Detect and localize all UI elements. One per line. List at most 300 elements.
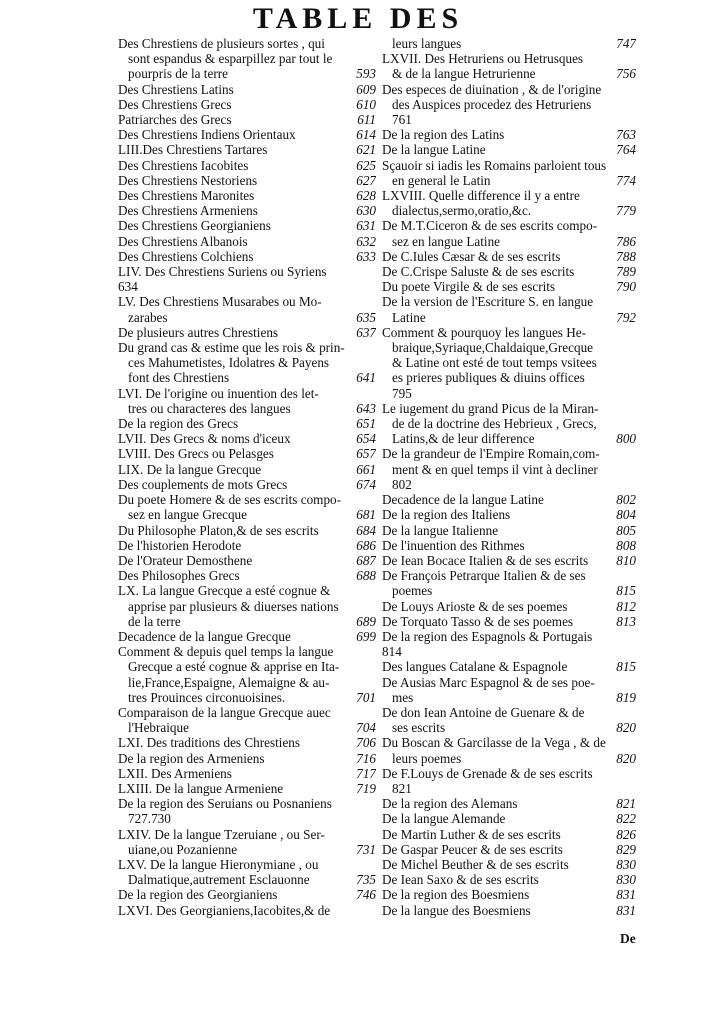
index-line [382, 416, 636, 431]
index-line [118, 462, 376, 477]
page-number: 674 [356, 476, 376, 492]
entry-text: De la langue Alemande [382, 811, 506, 827]
index-line [382, 340, 636, 355]
index-line [118, 416, 376, 431]
index-column-right [382, 36, 636, 918]
index-line [118, 872, 376, 887]
index-entry [382, 675, 636, 705]
index-entry [382, 796, 636, 811]
entry-text: LV. Des Chrestiens Musarabes ou Mo- [118, 294, 322, 310]
entry-text: des Auspices procedez des Hetruriens [392, 96, 592, 112]
entry-text: Des Chrestiens Grecs [118, 96, 232, 112]
index-entry [118, 538, 376, 553]
index-entry [118, 386, 376, 416]
page-number: 831 [616, 887, 636, 903]
page-number: 625 [356, 157, 376, 173]
entry-text: mes [392, 689, 414, 705]
index-entry [118, 325, 376, 340]
page-number: 810 [616, 552, 636, 568]
entry-text: Des Chrestiens Latins [118, 81, 234, 97]
index-entry [118, 857, 376, 887]
index-entry [382, 568, 636, 598]
index-entry [382, 264, 636, 279]
entry-text: de de la doctrine des Hebrieux , Grecs, [392, 416, 597, 432]
page-number: 756 [616, 66, 636, 82]
entry-text: lie,France,Espaigne, Alemaigne & au- [128, 674, 330, 690]
index-line [382, 720, 636, 735]
index-entry [118, 36, 376, 82]
index-line [118, 523, 376, 538]
index-line [382, 827, 636, 842]
index-entry [382, 811, 636, 826]
page-number: 681 [356, 507, 376, 523]
index-line [382, 173, 636, 188]
entry-text: LXVIII. Quelle difference il y a entre [382, 188, 580, 204]
entry-text: De l'Orateur Demosthene [118, 552, 253, 568]
page-number: 792 [616, 309, 636, 325]
entry-text: LIV. Des Chrestiens Suriens ou Syriens [118, 264, 327, 280]
page-number: 802 [616, 492, 636, 508]
index-entry [118, 781, 376, 796]
index-line [382, 553, 636, 568]
index-entry [382, 614, 636, 629]
index-line [382, 659, 636, 674]
index-line [118, 279, 376, 294]
entry-text: Du grand cas & estime que les rois & prin- [118, 340, 345, 356]
entry-text: Des langues Catalane & Espagnole [382, 659, 568, 675]
index-line [118, 203, 376, 218]
index-entry [382, 82, 636, 128]
page-number: 764 [616, 142, 636, 158]
entry-text: LIII.Des Chrestiens Tartares [118, 142, 268, 158]
index-entry [118, 705, 376, 735]
index-line [118, 158, 376, 173]
index-line [118, 264, 376, 279]
index-line [382, 538, 636, 553]
index-line [382, 781, 636, 796]
page-number: 641 [356, 370, 376, 386]
entry-text: & Latine ont esté de tout temps vsitees [392, 355, 597, 371]
index-entry [118, 629, 376, 644]
page-number: 651 [356, 416, 376, 432]
entry-text: De Michel Beuther & de ses escrits [382, 856, 569, 872]
index-entry [118, 127, 376, 142]
index-entry [118, 887, 376, 902]
entry-text: De F.Louys de Grenade & de ses escrits [382, 765, 593, 781]
index-entry [118, 158, 376, 173]
index-entry [118, 97, 376, 112]
entry-text: Des Philosophes Grecs [118, 568, 240, 584]
index-line [118, 644, 376, 659]
index-line [382, 294, 636, 309]
index-entry [118, 462, 376, 477]
index-line [118, 82, 376, 97]
entry-text: Du poete Homere & de ses escrits compo- [118, 492, 342, 508]
entry-text: ces Mahumetistes, Idolatres & Payens [128, 355, 330, 371]
page-number: 826 [616, 826, 636, 842]
page-number: 701 [356, 689, 376, 705]
index-entry [382, 887, 636, 902]
entry-text: LX. La langue Grecque a esté cognue & [118, 583, 331, 599]
page-number: 788 [616, 248, 636, 264]
entry-text: Sçauoir si iadis les Romains parloient tous [382, 157, 607, 173]
page-number: 621 [356, 142, 376, 158]
index-line [382, 690, 636, 705]
entry-text: ment & en quel temps il vint à decliner [392, 461, 598, 477]
page-number: 822 [616, 811, 636, 827]
index-line [382, 903, 636, 918]
index-entry [118, 477, 376, 492]
index-line [382, 218, 636, 233]
page-number: 661 [356, 461, 376, 477]
entry-text: De la region des Espagnols & Portugais [382, 628, 593, 644]
entry-text: & de la langue Hetrurienne [392, 66, 536, 82]
page-number: 631 [356, 218, 376, 234]
index-line [118, 51, 376, 66]
index-entry [382, 325, 636, 401]
index-line [118, 173, 376, 188]
index-line [118, 796, 376, 811]
page-number: 689 [356, 613, 376, 629]
entry-text: De la region des Georgianiens [118, 887, 278, 903]
index-entry [382, 249, 636, 264]
entry-text: De la langue des Boesmiens [382, 902, 531, 918]
index-line [118, 127, 376, 142]
index-line [382, 264, 636, 279]
index-line [382, 492, 636, 507]
entry-text: LVII. Des Grecs & noms d'iceux [118, 431, 291, 447]
entry-text: 634 [118, 279, 138, 295]
index-line [382, 188, 636, 203]
index-line [382, 462, 636, 477]
index-line [382, 629, 636, 644]
page-number: 820 [616, 720, 636, 736]
index-entry [382, 766, 636, 796]
entry-text: De Louys Arioste & de ses poemes [382, 598, 568, 614]
index-entry [382, 36, 636, 51]
entry-text: De plusieurs autres Chrestiens [118, 324, 279, 340]
index-line [382, 51, 636, 66]
index-line [118, 492, 376, 507]
index-entry [382, 735, 636, 765]
index-entry [382, 158, 636, 188]
entry-text: LVIII. Des Grecs ou Pelasges [118, 446, 274, 462]
index-line [118, 781, 376, 796]
entry-text: LXII. Des Armeniens [118, 765, 232, 781]
index-entry [118, 796, 376, 826]
index-entry [382, 127, 636, 142]
entry-text: De la version de l'Escriture S. en langue [382, 294, 594, 310]
page-number: 719 [356, 780, 376, 796]
index-entry [382, 188, 636, 218]
page-number: 627 [356, 172, 376, 188]
entry-text: De la region des Latins [382, 127, 505, 143]
entry-text: De Torquato Tasso & de ses poemes [382, 613, 574, 629]
page-number: 829 [616, 841, 636, 857]
entry-text: Le iugement du grand Picus de la Miran- [382, 400, 599, 416]
entry-text: Grecque a esté cognue & apprise en Ita- [128, 659, 340, 675]
index-entry [118, 234, 376, 249]
index-entry [118, 82, 376, 97]
index-line [118, 370, 376, 385]
page-number: 808 [616, 537, 636, 553]
page-number: 637 [356, 324, 376, 340]
index-line [118, 629, 376, 644]
page-number: 815 [616, 583, 636, 599]
page-number: 593 [356, 66, 376, 82]
index-entry [382, 51, 636, 81]
entry-text: Du Philosophe Platon,& de ses escrits [118, 522, 319, 538]
entry-text: braique,Syriaque,Chaldaique,Grecque [392, 340, 594, 356]
entry-text: uiane,ou Pozanienne [128, 841, 238, 857]
index-line [382, 857, 636, 872]
index-line [118, 66, 376, 81]
entry-text: LXIII. De la langue Armeniene [118, 780, 284, 796]
index-entry [118, 446, 376, 461]
entry-text: Comparaison de la langue Grecque auec [118, 704, 331, 720]
page-number: 688 [356, 568, 376, 584]
entry-text: Latine [392, 309, 426, 325]
page-number: 717 [356, 765, 376, 781]
index-entry [118, 644, 376, 705]
index-line [382, 386, 636, 401]
page-number: 686 [356, 537, 376, 553]
index-line [118, 735, 376, 750]
index-line [382, 279, 636, 294]
index-line [382, 705, 636, 720]
index-line [118, 827, 376, 842]
entry-text: De C.Iules Cæsar & de ses escrits [382, 248, 561, 264]
index-line [118, 842, 376, 857]
index-entry [382, 872, 636, 887]
entry-text: De Martin Luther & de ses escrits [382, 826, 561, 842]
entry-text: Dalmatique,autrement Esclauonne [128, 872, 310, 888]
index-entry [382, 629, 636, 659]
entry-text: Des especes de diuination , & de l'origine [382, 81, 602, 97]
index-entry [118, 188, 376, 203]
entry-text: De la grandeur de l'Empire Romain,com- [382, 446, 600, 462]
entry-text: Des Chrestiens Iacobites [118, 157, 249, 173]
index-entry [118, 827, 376, 857]
index-line [118, 249, 376, 264]
page-number: 628 [356, 188, 376, 204]
index-entry [118, 431, 376, 446]
index-line [118, 310, 376, 325]
index-line [382, 97, 636, 112]
index-entry [382, 523, 636, 538]
entry-text: De don Iean Antoine de Guenare & de [382, 704, 585, 720]
entry-text: tres ou characteres des langues [128, 400, 291, 416]
index-entry [382, 294, 636, 324]
index-entry [382, 842, 636, 857]
index-line [382, 325, 636, 340]
entry-text: Des Chrestiens Armeniens [118, 203, 258, 219]
index-entry [382, 279, 636, 294]
entry-text: De la region des Italiens [382, 507, 511, 523]
index-line [118, 340, 376, 355]
entry-text: Latins,& de leur difference [392, 431, 535, 447]
index-line [118, 401, 376, 416]
index-entry [382, 705, 636, 735]
entry-text: De M.T.Ciceron & de ses escrits compo- [382, 218, 598, 234]
index-line [118, 568, 376, 583]
index-line [382, 249, 636, 264]
entry-text: Des Chrestiens Colchiens [118, 248, 254, 264]
index-line [382, 887, 636, 902]
page-number: 820 [616, 750, 636, 766]
index-line [118, 720, 376, 735]
entry-text: leurs poemes [392, 750, 462, 766]
entry-text: De François Petrarque Italien & de ses [382, 568, 586, 584]
index-line [382, 127, 636, 142]
entry-text: Des Chrestiens de plusieurs sortes , qui [118, 36, 325, 51]
index-line [382, 310, 636, 325]
index-line [118, 325, 376, 340]
index-entry [118, 142, 376, 157]
entry-text: sont espandus & esparpillez par tout le [128, 51, 333, 67]
entry-text: De C.Crispe Saluste & de ses escrits [382, 264, 575, 280]
index-line [118, 294, 376, 309]
page-number: 746 [356, 887, 376, 903]
index-line [118, 507, 376, 522]
page-number: 731 [356, 841, 376, 857]
index-line [118, 142, 376, 157]
page-number: 789 [616, 264, 636, 280]
entry-text: De la region des Alemans [382, 796, 518, 812]
index-line [382, 446, 636, 461]
index-line [118, 431, 376, 446]
index-entry [382, 599, 636, 614]
index-line [382, 675, 636, 690]
page-number: 830 [616, 872, 636, 888]
index-line [382, 112, 636, 127]
entry-text: LVI. De l'origine ou inuention des let- [118, 385, 319, 401]
index-entry [118, 568, 376, 583]
entry-text: LXV. De la langue Hieronymiane , ou [118, 856, 319, 872]
index-entry [118, 218, 376, 233]
index-entry [118, 340, 376, 386]
entry-text: Des Chrestiens Nestoriens [118, 172, 258, 188]
entry-text: zarabes [128, 309, 168, 325]
index-line [382, 477, 636, 492]
index-entry [382, 446, 636, 492]
page-number: 687 [356, 552, 376, 568]
entry-text: sez en langue Grecque [128, 507, 247, 523]
page-number: 643 [356, 400, 376, 416]
page-number: 815 [616, 659, 636, 675]
page-number: 610 [356, 96, 376, 112]
index-entry [118, 735, 376, 750]
entry-text: De la region des Boesmiens [382, 887, 530, 903]
index-line [382, 735, 636, 750]
index-entry [382, 218, 636, 248]
page-number: 763 [616, 127, 636, 143]
catchword: De [620, 931, 636, 946]
entry-text: 802 [392, 476, 412, 492]
index-entry [118, 203, 376, 218]
index-line [118, 36, 376, 51]
page-number: 635 [356, 309, 376, 325]
index-entry [382, 827, 636, 842]
page-number: 831 [616, 902, 636, 918]
entry-text: LXVI. Des Georgianiens,Iacobites,& de [118, 902, 331, 918]
entry-text: 727.730 [128, 811, 171, 827]
page-number: 657 [356, 446, 376, 462]
entry-text: Des Chrestiens Georgianiens [118, 218, 271, 234]
entry-text: Des couplements de mots Grecs [118, 476, 288, 492]
page-number: 813 [616, 613, 636, 629]
index-line [118, 751, 376, 766]
index-line [382, 644, 636, 659]
index-entry [382, 401, 636, 447]
index-entry [382, 553, 636, 568]
index-line [382, 82, 636, 97]
index-line [118, 386, 376, 401]
index-line [382, 401, 636, 416]
entry-text: LXIV. De la langue Tzeruiane , ou Ser- [118, 826, 325, 842]
page-number: 774 [616, 172, 636, 188]
page-number: 632 [356, 233, 376, 249]
page-number: 735 [356, 872, 376, 888]
page-number: 804 [616, 507, 636, 523]
index-line [118, 887, 376, 902]
index-line [118, 659, 376, 674]
entry-text: Des Chrestiens Maronites [118, 188, 255, 204]
index-line [118, 599, 376, 614]
index-line [382, 234, 636, 249]
page-number: 790 [616, 279, 636, 295]
index-line [382, 842, 636, 857]
index-entry [118, 523, 376, 538]
entry-text: en general le Latin [392, 172, 491, 188]
page-number: 786 [616, 233, 636, 249]
page-number: 633 [356, 248, 376, 264]
entry-text: l'Hebraique [128, 720, 189, 736]
entry-text: De l'historien Herodote [118, 537, 242, 553]
entry-text: 821 [392, 780, 412, 796]
entry-text: Des Chrestiens Indiens Orientaux [118, 127, 296, 143]
entry-text: Du poete Virgile & de ses escrits [382, 279, 556, 295]
page-title: TABLE DES [252, 2, 464, 35]
index-line [382, 36, 636, 51]
index-line [118, 538, 376, 553]
page-number: 611 [357, 112, 376, 128]
entry-text: De Ausias Marc Espagnol & de ses poe- [382, 674, 595, 690]
index-entry [118, 112, 376, 127]
index-line [118, 705, 376, 720]
index-line [382, 66, 636, 81]
entry-text: de la terre [128, 613, 181, 629]
entry-text: tres Prouinces circonuoisines. [128, 689, 286, 705]
index-entry [382, 142, 636, 157]
index-entry [382, 903, 636, 918]
entry-text: De la langue Italienne [382, 522, 499, 538]
entry-text: pourpris de la terre [128, 66, 228, 82]
index-entry [118, 766, 376, 781]
page-number: 704 [356, 720, 376, 736]
index-line [382, 158, 636, 173]
entry-text: Decadence de la langue Latine [382, 492, 544, 508]
entry-text: es prieres publiques & diuins offices [392, 370, 585, 386]
index-line [382, 568, 636, 583]
index-line [118, 234, 376, 249]
index-column-left [118, 36, 376, 918]
index-entry [118, 249, 376, 264]
entry-text: Du Boscan & Garcilasse de la Vega , & de [382, 735, 606, 751]
entry-text: poemes [392, 583, 433, 599]
index-entry [118, 173, 376, 188]
index-line [118, 903, 376, 918]
